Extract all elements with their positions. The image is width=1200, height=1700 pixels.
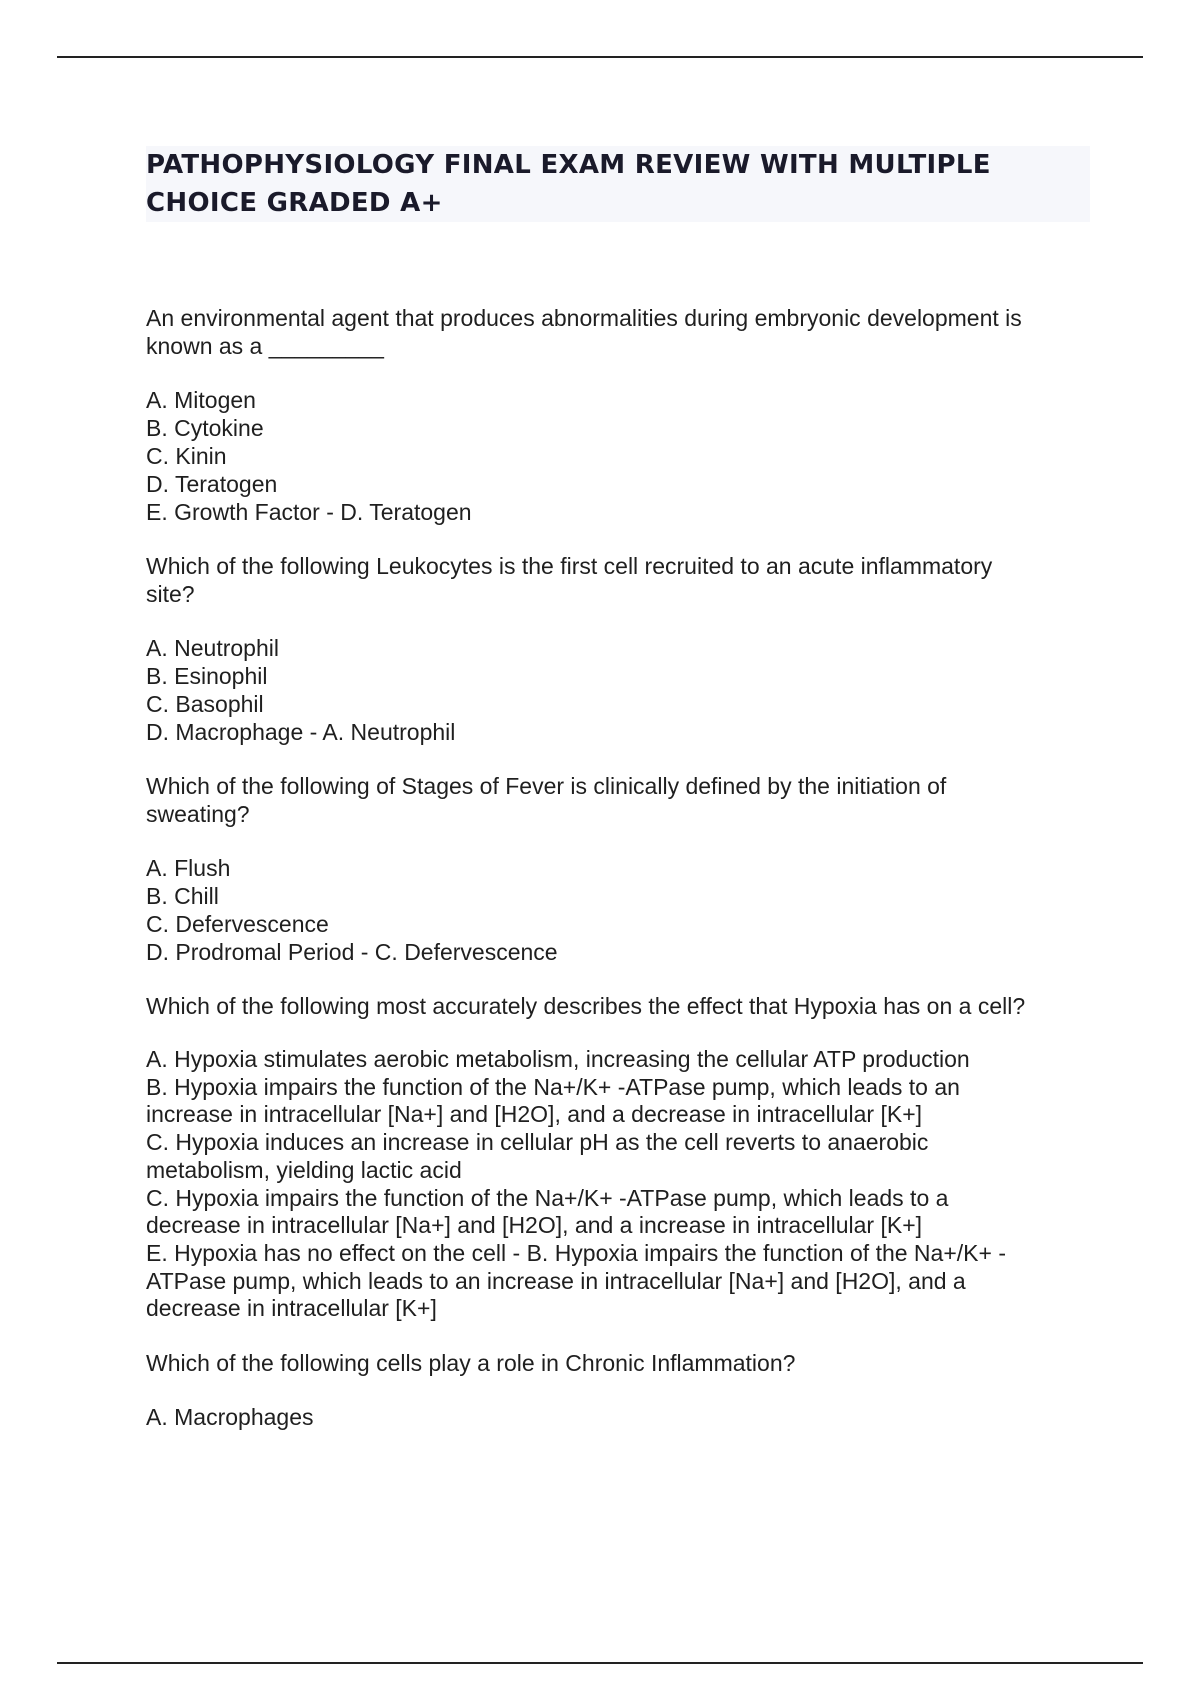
question-3 xyxy=(146,772,1086,828)
question-text-line: Which of the following cells play a role in Chronic Inflammation? xyxy=(146,1350,796,1377)
question-text-line: An environmental agent that produces abnormalities during embryonic development is xyxy=(146,305,1022,331)
option-line: B. Chill xyxy=(146,883,219,909)
option-line: A. Flush xyxy=(146,855,231,881)
option-line: B. Esinophil xyxy=(146,663,268,689)
option-line: B. Cytokine xyxy=(146,415,264,441)
option-line: A. Macrophages xyxy=(146,1404,314,1431)
title-line-2: CHOICE GRADED A+ xyxy=(146,188,443,218)
option-line: C. Defervescence xyxy=(146,911,329,937)
question-4 xyxy=(146,992,1086,1020)
option-line: B. Hypoxia impairs the function of the Na+/K+ -ATPase pump, which leads to an xyxy=(146,1073,960,1100)
exam-content xyxy=(146,304,1086,1457)
question-3-options xyxy=(146,854,1086,966)
option-line: decrease in intracellular [K+] xyxy=(146,1295,437,1322)
option-line: decrease in intracellular [Na+] and [H2O], and a increase in intracellular [K+] xyxy=(146,1212,923,1239)
question-2-options xyxy=(146,634,1086,746)
top-rule xyxy=(57,56,1143,58)
option-line: increase in intracellular [Na+] and [H2O], and a decrease in intracellular [K+] xyxy=(146,1101,923,1128)
question-5 xyxy=(146,1349,1086,1377)
bottom-rule xyxy=(57,1662,1143,1664)
option-line: A. Hypoxia stimulates aerobic metabolism, increasing the cellular ATP production xyxy=(146,1046,970,1072)
option-line: A. Neutrophil xyxy=(146,635,279,661)
option-line: C. Hypoxia induces an increase in cellular pH as the cell reverts to anaerobic xyxy=(146,1129,929,1156)
question-1 xyxy=(146,304,1086,360)
question-text-line: Which of the following of Stages of Fever is clinically defined by the initiation of xyxy=(146,773,947,799)
question-1-options xyxy=(146,386,1086,526)
question-text-line: sweating? xyxy=(146,801,250,827)
option-line: D. Macrophage - A. Neutrophil xyxy=(146,719,456,745)
question-2 xyxy=(146,552,1086,608)
option-line: D. Teratogen xyxy=(146,471,278,497)
document-title xyxy=(146,146,1090,222)
question-text-line: site? xyxy=(146,581,195,607)
option-line: metabolism, yielding lactic acid xyxy=(146,1156,462,1183)
question-text-line: Which of the following most accurately describes the effect that Hypoxia has on a cell? xyxy=(146,993,1026,1019)
title-line-1: PATHOPHYSIOLOGY FINAL EXAM REVIEW WITH MULTIPLE xyxy=(146,150,991,180)
question-text-line: known as a _________ xyxy=(146,333,384,359)
question-4-options xyxy=(146,1046,1086,1323)
option-line: C. Kinin xyxy=(146,443,227,469)
question-5-options xyxy=(146,1403,1086,1431)
option-line: E. Growth Factor - D. Teratogen xyxy=(146,499,472,525)
option-line: A. Mitogen xyxy=(146,387,256,413)
option-line: ATPase pump, which leads to an increase in intracellular [Na+] and [H2O], and a xyxy=(146,1267,966,1294)
option-line: D. Prodromal Period - C. Defervescence xyxy=(146,939,558,965)
option-line: C. Hypoxia impairs the function of the Na+/K+ -ATPase pump, which leads to a xyxy=(146,1184,949,1211)
option-line: E. Hypoxia has no effect on the cell - B. Hypoxia impairs the function of the Na+/K+ - xyxy=(146,1239,1006,1266)
option-line: C. Basophil xyxy=(146,691,264,717)
question-text-line: Which of the following Leukocytes is the first cell recruited to an acute inflammatory xyxy=(146,553,993,579)
